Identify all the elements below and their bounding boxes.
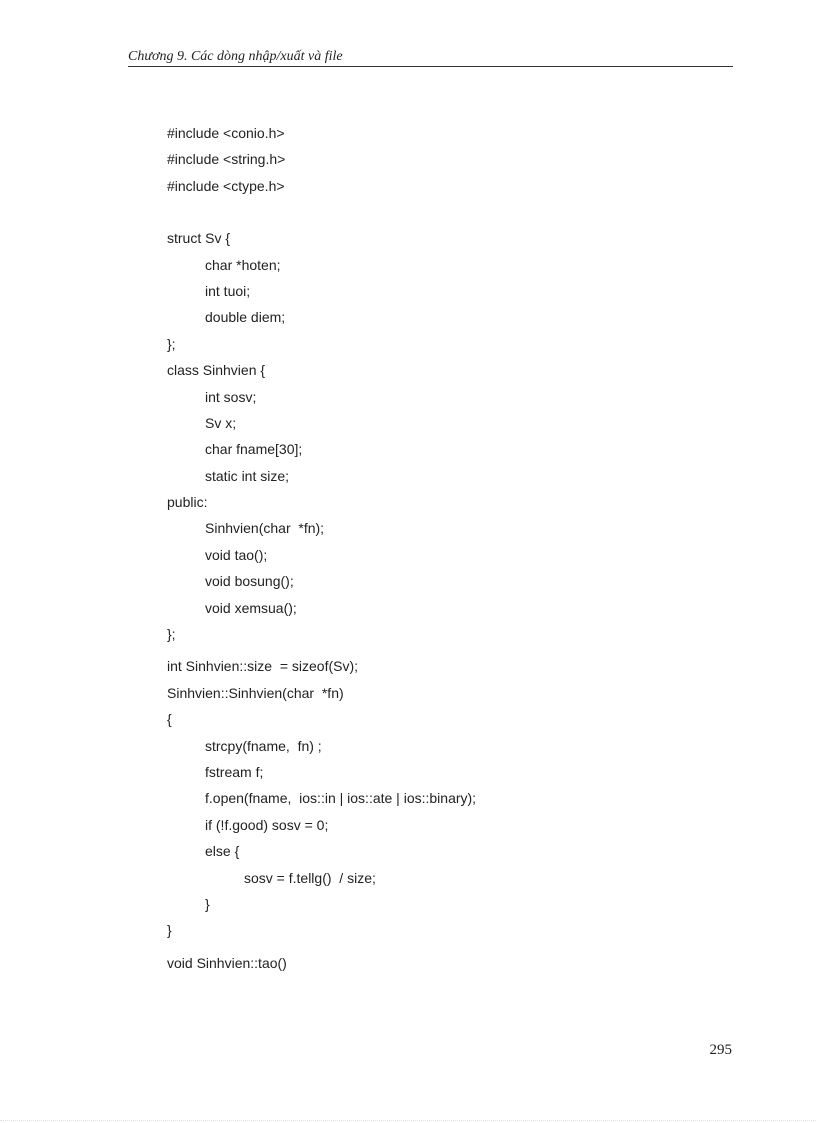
code-line: int tuoi; [205,282,251,299]
code-line: fstream f; [205,763,264,780]
code-line: int sosv; [205,388,257,405]
code-line: #include <conio.h> [167,125,285,141]
page-edge-rule [0,1120,816,1121]
code-line: Sv x; [205,414,237,431]
code-line: int Sinhvien::size = sizeof(Sv); [167,658,359,675]
code-line: void tao(); [205,546,268,563]
code-line: f.open(fname, ios::in | ios::ate | ios::binary); [205,790,477,807]
code-line: }; [167,335,176,352]
code-line: if (!f.good) sosv = 0; [205,816,329,833]
code-listing [167,120,727,976]
code-line: } [167,922,172,939]
code-line: { [167,711,172,728]
code-line: Sinhvien(char *fn); [205,520,325,537]
running-header: Chương 9. Các dòng nhập/xuất và file [128,48,733,67]
code-line: struct Sv { [167,230,231,247]
code-line: } [205,895,210,912]
code-line: static int size; [205,467,290,484]
code-line: }; [167,626,176,643]
page-number: 295 [709,1042,732,1058]
code-line: char fname[30]; [205,441,303,458]
code-line: Sinhvien::Sinhvien(char *fn) [167,684,344,701]
code-line: #include <string.h> [167,151,286,168]
code-line: class Sinhvien { [167,362,266,379]
code-line: strcpy(fname, fn) ; [205,737,322,754]
code-line: sosv = f.tellg() / size; [244,869,376,886]
code-line: void Sinhvien::tao() [167,954,287,971]
code-line: #include <ctype.h> [167,177,285,194]
code-line: void xemsua(); [205,599,297,616]
code-line: else { [205,843,240,860]
code-line: double diem; [205,309,286,326]
code-line: char *hoten; [205,256,281,273]
code-line: void bosung(); [205,573,294,590]
blank-line [167,199,727,225]
code-line: public: [167,494,208,511]
